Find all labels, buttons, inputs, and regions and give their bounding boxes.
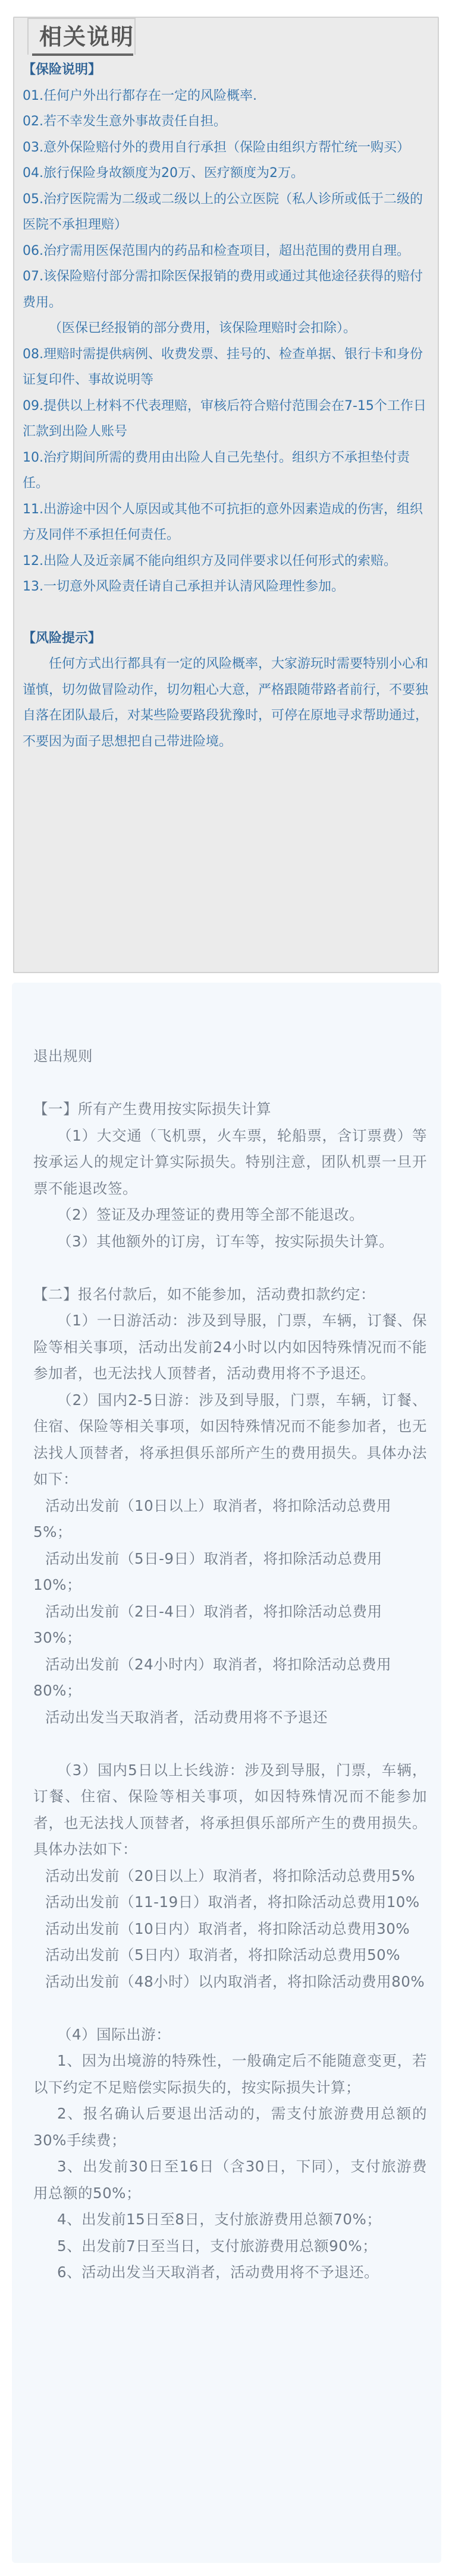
section1-item: （1）大交通（飞机票，火车票，轮船票，含订票费）等按承运人的规定计算实际损失。特别注意，团队机票一旦开票不能退改签。 bbox=[33, 1126, 427, 1197]
insurance-item: 10.治疗期间所需的费用由出险人自己先垫付。组织方不承担垫付责任。 bbox=[23, 450, 410, 491]
insurance-item: 08.理赔时需提供病例、收费发票、挂号的、检查单据、银行卡和身份证复印件、事故说明等 bbox=[23, 346, 423, 387]
domestic-2-5-item: 活动出发前（2日-4日）取消者，将扣除活动总费用30%； bbox=[33, 1602, 382, 1646]
insurance-item: 11.出游途中因个人原因或其他不可抗拒的意外因素造成的伤害，组织方及同伴不承担任何责任。 bbox=[23, 501, 423, 542]
insurance-item: 13.一切意外风险责任请自己承担并认清风险理性参加。 bbox=[23, 579, 344, 594]
domestic-long-item: 活动出发前（11-19日）取消者，将扣除活动总费用10% bbox=[45, 1893, 420, 1911]
domestic-2-5-rule: （2）国内2-5日游：涉及到导服，门票，车辆，订餐、住宿、保险等相关事项，如因特殊情况而不能参加者，也无法找人顶替者，将承担俱乐部所产生的费用损失。具体办法如下： bbox=[33, 1391, 427, 1488]
international-rule: （4）国际出游： bbox=[57, 2025, 171, 2043]
domestic-long-item: 活动出发前（5日内）取消者，将扣除活动总费用50% bbox=[45, 1946, 401, 1963]
international-item: 1、因为出境游的特殊性，一般确定后不能随意变更，若以下约定不足赔偿实际损失的，按实际损失计算； bbox=[33, 2052, 427, 2096]
international-item: 4、出发前15日至8日，支付旅游费用总额70%； bbox=[57, 2211, 382, 2228]
insurance-item: 04.旅行保险身故额度为20万、医疗额度为2万。 bbox=[23, 166, 304, 181]
one-day-rule: （1）一日游活动：涉及到导服，门票，车辆，订餐、保险等相关事项，活动出发前24小时以内如因特殊情况而不能参加者，也无法找人顶替者，活动费用将不予退还。 bbox=[33, 1312, 427, 1382]
exit-rules-title: 退出规则 bbox=[33, 1047, 93, 1065]
domestic-2-5-item: 活动出发当天取消者，活动费用将不予退还 bbox=[45, 1708, 328, 1726]
section1-item: （3）其他额外的订房，订车等，按实际损失计算。 bbox=[57, 1232, 394, 1250]
risk-text: 任何方式出行都具有一定的风险概率，大家游玩时需要特别小心和谨慎，切勿做冒险动作，切勿粗心大意，严格跟随带路者前行，不要独自落在团队最后，对某些险要路段犹豫时，可停在原地寻求帮助通过，不要因为面子思想把自己带进险境。 bbox=[23, 656, 429, 749]
insurance-item: 02.若不幸发生意外事故责任自担。 bbox=[23, 114, 227, 129]
international-item: 6、活动出发当天取消者，活动费用将不予退还。 bbox=[57, 2264, 379, 2281]
notes-title: 相关说明 bbox=[39, 24, 135, 50]
domestic-2-5-item: 活动出发前（5日-9日）取消者，将扣除活动总费用10%； bbox=[33, 1549, 382, 1593]
insurance-heading: 【保险说明】 bbox=[23, 62, 102, 77]
insurance-item: 05.治疗医院需为二级或二级以上的公立医院（私人诊所或低于二级的医院不承担理赔） bbox=[23, 191, 423, 232]
insurance-item: 07.该保险赔付部分需扣除医保报销的费用或通过其他途径获得的赔付费用。 bbox=[23, 269, 423, 310]
international-item: 3、出发前30日至16日（含30日，下同），支付旅游费用总额的50%； bbox=[33, 2158, 427, 2202]
insurance-item: 06.治疗需用医保范围内的药品和检查项目，超出范围的费用自理。 bbox=[23, 243, 410, 258]
domestic-long-item: 活动出发前（20日以上）取消者，将扣除活动总费用5% bbox=[45, 1867, 416, 1884]
notes-body bbox=[23, 57, 429, 755]
section1-item: （2）签证及办理签证的费用等全部不能退改。 bbox=[57, 1206, 365, 1223]
domestic-long-item: 活动出发前（48小时）以内取消者，将扣除活动费用80% bbox=[45, 1972, 425, 1990]
insurance-item: 12.出险人及近亲属不能向组织方及同伴要求以任何形式的索赔。 bbox=[23, 553, 397, 569]
international-item: 5、出发前7日至当日，支付旅游费用总额90%； bbox=[57, 2237, 378, 2255]
domestic-2-5-item: 活动出发前（24小时内）取消者，将扣除活动总费用80%； bbox=[33, 1655, 392, 1699]
domestic-long-rule: （3）国内5日以上长线游：涉及到导服，门票，车辆，订餐、住宿、保险等相关事项，如因特殊情况而不能参加者，也无法找人顶替者，将承担俱乐部所产生的费用损失。具体办法如下： bbox=[33, 1761, 427, 1858]
domestic-2-5-item: 活动出发前（10日以上）取消者，将扣除活动总费用5%； bbox=[33, 1497, 392, 1540]
exit-rules-body bbox=[33, 1043, 427, 2286]
insurance-item: 03.意外保险赔付外的费用自行承担（保险由组织方帮忙统一购买） bbox=[23, 140, 410, 155]
international-item: 2、报名确认后要退出活动的，需支付旅游费用总额的30%手续费； bbox=[33, 2105, 427, 2149]
domestic-long-item: 活动出发前（10日内）取消者，将扣除活动总费用30% bbox=[45, 1920, 410, 1937]
section1-heading: 【一】所有产生费用按实际损失计算 bbox=[33, 1100, 271, 1117]
insurance-item: （医保已经报销的部分费用，该保险理赔时会扣除）。 bbox=[49, 321, 357, 336]
insurance-item: 01.任何户外出行都存在一定的风险概率. bbox=[23, 88, 257, 103]
risk-heading: 【风险提示】 bbox=[23, 630, 102, 646]
notes-title-underline bbox=[32, 53, 133, 56]
insurance-item: 09.提供以上材料不代表理赔，审核后符合赔付范围会在7-15个工作日汇款到出险人账号 bbox=[23, 398, 426, 439]
section2-heading: 【二】报名付款后，如不能参加，活动费扣款约定： bbox=[33, 1285, 375, 1303]
